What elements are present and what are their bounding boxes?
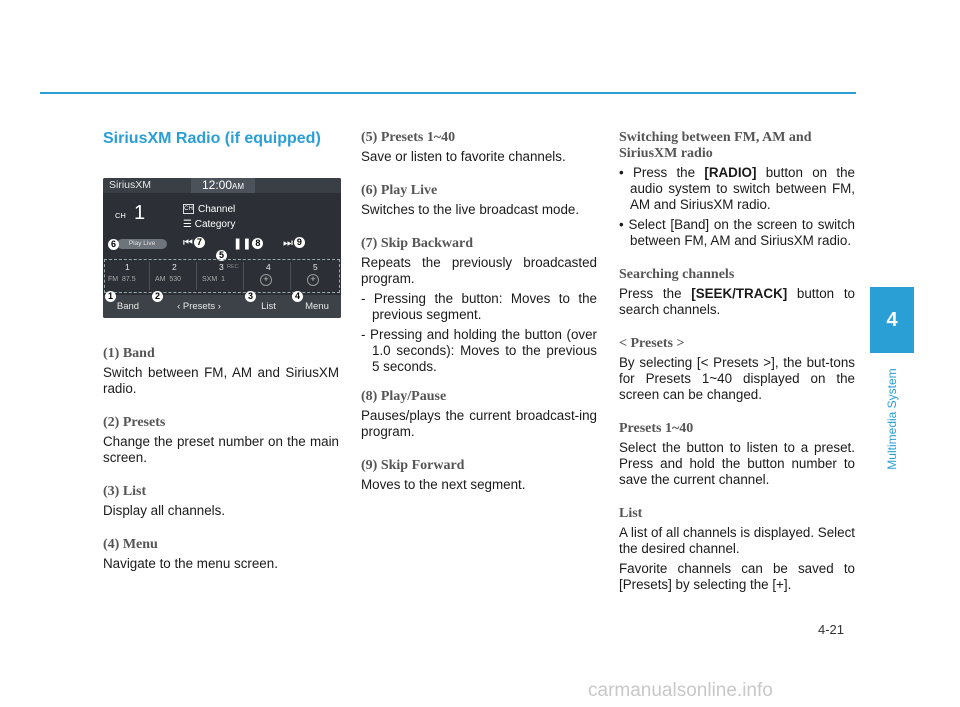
presets-1-40-heading: (5) Presets 1~40 (361, 130, 456, 145)
screen-clock: 12:00AM (191, 178, 255, 193)
callout-7: 7 (194, 237, 205, 248)
presets-1-40-text-2: Select the button to listen to a preset. Press and hold the button number to save the current channel. (619, 440, 855, 487)
presets-button[interactable]: ‹ Presets › (177, 301, 221, 312)
presets-1-40-heading-2: Presets 1~40 (619, 421, 694, 436)
radio-screen-illustration (103, 178, 341, 318)
list-icon: ☰ (183, 219, 195, 230)
skip-forward-heading: (9) Skip Forward (361, 458, 465, 473)
band-heading: (1) Band (103, 346, 155, 361)
play-live-text: Switches to the live broadcast mode. (361, 202, 580, 217)
menu-text: Navigate to the menu screen. (103, 556, 278, 571)
pause-icon: ❚❚ (233, 238, 252, 250)
band-button[interactable]: Band (116, 301, 140, 312)
add-preset-icon[interactable]: + (307, 274, 319, 286)
preset-4[interactable]: 4 + (246, 262, 291, 290)
play-live-button[interactable]: Play Live (117, 239, 167, 249)
skip-backward-hold: - Pressing and holding the button (over 1.0 seconds): Moves to the previous 5 seconds. (361, 327, 597, 374)
skip-back-icon: ⏮ (183, 237, 193, 249)
skip-backward-text: Repeats the previously broadcasted program. (361, 255, 597, 286)
searching-heading: Searching channels (619, 267, 735, 282)
callout-5: 5 (216, 250, 227, 261)
presets-heading: (2) Presets (103, 415, 166, 430)
callout-3: 3 (245, 291, 256, 302)
list-button[interactable]: List (261, 301, 276, 312)
switching-bullet-2: • Select [Band] on the screen to switch between FM, AM and SiriusXM radio. (619, 217, 855, 248)
band-text: Switch between FM, AM and SiriusXM radio. (103, 365, 339, 396)
switching-bullet-1: • Press the [RADIO] button on the audio system to switch between FM, AM and SiriusXM radio. (619, 165, 855, 212)
preset-1[interactable]: 1 FM 87.5 (105, 262, 150, 290)
callout-6: 6 (108, 239, 119, 250)
add-preset-icon[interactable]: + (260, 274, 272, 286)
chapter-tab: 4 (870, 287, 914, 353)
watermark: carmanualsonline.info (588, 680, 773, 701)
screen-title: SiriusXM (109, 179, 152, 191)
channel-icon: CH (184, 206, 193, 213)
preset-2[interactable]: 2 AM 530 (152, 262, 197, 290)
skip-forward-text: Moves to the next segment. (361, 477, 526, 492)
list-text-1: A list of all channels is displayed. Select the desired channel. (619, 525, 855, 556)
page-number: 4-21 (818, 622, 845, 637)
skip-forward-icon: ⏭ (283, 237, 293, 249)
menu-button[interactable]: Menu (305, 301, 329, 312)
chevron-left-icon: ‹ (177, 301, 183, 312)
callout-2: 2 (152, 291, 163, 302)
preset-5[interactable]: 5 + (293, 262, 337, 290)
ch-label: CH (115, 211, 126, 220)
category-row[interactable]: ☰ Category (183, 219, 236, 230)
list-heading: (3) List (103, 484, 147, 499)
callout-9: 9 (294, 237, 305, 248)
skip-backward-press: - Pressing the button: Moves to the previous segment. (361, 291, 597, 322)
play-pause-button[interactable] (233, 237, 263, 250)
chevron-right-icon: › (215, 301, 221, 312)
presets-1-40-text: Save or listen to favorite channels. (361, 149, 566, 164)
menu-heading: (4) Menu (103, 537, 158, 552)
callout-8: 8 (252, 238, 263, 249)
preset-3[interactable]: 3 SXM 1 REC (199, 262, 244, 290)
skip-forward-button[interactable] (283, 237, 305, 250)
presets-nav-text: By selecting [< Presets >], the but-tons for Presets 1~40 displayed on the screen can be changed. (619, 355, 855, 402)
rec-label: REC (227, 264, 239, 270)
switching-heading: Switching between FM, AM and SiriusXM radio (619, 130, 812, 161)
section-title: SiriusXM Radio (if equipped) (103, 130, 321, 147)
column-3 (619, 130, 855, 611)
list-text: Display all channels. (103, 503, 226, 518)
searching-text: Press the [SEEK/TRACK] button to search channels. (619, 286, 855, 317)
list-text-2: Favorite channels can be saved to [Presets] by selecting the [+]. (619, 561, 855, 592)
skip-backward-heading: (7) Skip Backward (361, 236, 474, 251)
list-heading-2: List (619, 506, 643, 521)
skip-backward-button[interactable] (183, 237, 205, 250)
play-live-heading: (6) Play Live (361, 183, 438, 198)
ch-number: 1 (134, 202, 146, 224)
presets-text: Change the preset number on the main screen. (103, 434, 339, 465)
play-pause-heading: (8) Play/Pause (361, 389, 447, 404)
header-rule (40, 92, 856, 94)
column-1 (103, 130, 339, 590)
callout-1: 1 (105, 291, 116, 302)
play-pause-text: Pauses/plays the current broadcast-ing program. (361, 408, 597, 439)
callout-4: 4 (292, 291, 303, 302)
column-2 (361, 130, 597, 511)
presets-nav-heading: < Presets > (619, 336, 685, 351)
chapter-title: Multimedia System (885, 368, 899, 470)
channel-row[interactable]: CH Channel (184, 204, 236, 215)
